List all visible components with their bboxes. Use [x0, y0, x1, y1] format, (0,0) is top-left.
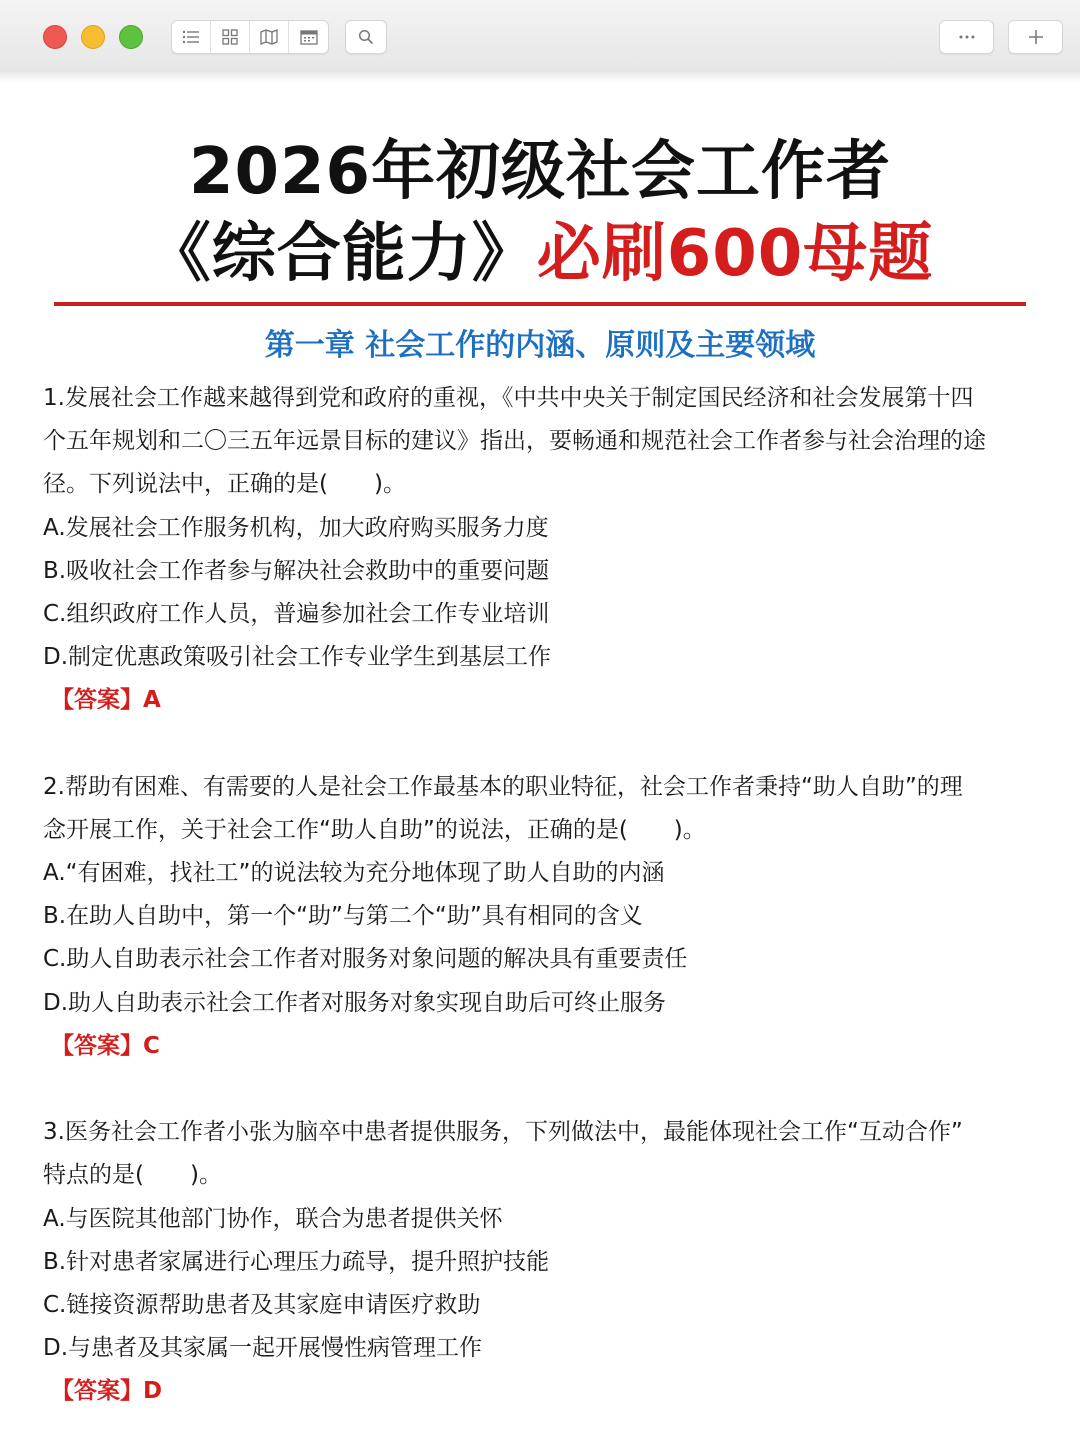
document-title-line1: 2026年初级社会工作者 [188, 135, 892, 209]
question-2 [43, 766, 1033, 1068]
option-b: B.针对患者家属进行心理压力疏导，提升照护技能 [43, 1248, 550, 1275]
question-spacer [43, 1068, 1033, 1111]
chapter-heading: 第一章 社会工作的内涵、原则及主要领域 [264, 328, 816, 363]
question-list [43, 377, 1033, 1414]
grid-view-button[interactable] [211, 21, 250, 53]
more-button[interactable] [940, 21, 993, 53]
list-icon [182, 30, 200, 44]
answer-label: 【答案】D [51, 1378, 163, 1405]
option-a: A.与医院其他部门协作，联合为患者提供关怀 [43, 1205, 503, 1232]
answer-label: 【答案】C [51, 1032, 160, 1059]
calendar-view-button[interactable] [289, 21, 328, 53]
option-a: A.发展社会工作服务机构，加大政府购买服务力度 [43, 514, 549, 541]
minimize-window-button[interactable] [81, 25, 105, 49]
option-a: A.“有困难，找社工”的说法较为充分地体现了助人自助的内涵 [43, 860, 665, 887]
question-stem-line: 特点的是( )。 [43, 1162, 222, 1189]
search-icon [358, 29, 374, 45]
add-icon [1028, 29, 1044, 45]
document-title-line2 [0, 217, 1080, 291]
title-highlight: 必刷600母题 [536, 217, 934, 291]
title-book-name: 《综合能力》 [146, 217, 537, 291]
list-view-button[interactable] [172, 21, 211, 53]
question-stem-line: 2.帮助有困难、有需要的人是社会工作最基本的职业特征，社会工作者秉持“助人自助”的理 [43, 773, 963, 800]
option-d: D.制定优惠政策吸引社会工作专业学生到基层工作 [43, 644, 552, 671]
question-stem-line: 1.发展社会工作越来越得到党和政府的重视，《中共中央关于制定国民经济和社会发展第十四 [43, 385, 974, 411]
search-button[interactable] [346, 21, 386, 53]
option-c: C.链接资源帮助患者及其家庭申请医疗救助 [43, 1291, 481, 1318]
option-b: B.在助人自助中，第一个“助”与第二个“助”具有相同的含义 [43, 903, 643, 930]
question-spacer [43, 723, 1033, 766]
option-b: B.吸收社会工作者参与解决社会救助中的重要问题 [43, 557, 550, 584]
question-1 [43, 377, 1033, 723]
calendar-icon [300, 29, 318, 45]
option-d: D.与患者及其家属一起开展慢性病管理工作 [43, 1335, 483, 1362]
add-toolbar [1008, 20, 1063, 54]
search-toolbar [345, 20, 387, 54]
more-toolbar [939, 20, 994, 54]
answer-label: 【答案】A [51, 687, 161, 714]
window-titlebar [0, 0, 1080, 73]
question-stem-line: 个五年规划和二〇三五年远景目标的建议》指出，要畅通和规范社会工作者参与社会治理的途 [43, 428, 986, 455]
add-button[interactable] [1009, 21, 1062, 53]
option-c: C.组织政府工作人员，普遍参加社会工作专业培训 [43, 600, 550, 627]
map-view-button[interactable] [250, 21, 289, 53]
question-3 [43, 1111, 1033, 1413]
titlebar-shadow [0, 72, 1080, 82]
map-icon [260, 29, 278, 45]
title-divider [54, 302, 1026, 306]
option-c: C.助人自助表示社会工作者对服务对象问题的解决具有重要责任 [43, 946, 688, 973]
question-stem-line: 径。下列说法中，正确的是( )。 [43, 471, 406, 498]
close-window-button[interactable] [43, 25, 67, 49]
more-icon [958, 35, 976, 39]
view-toolbar [171, 20, 329, 54]
question-stem-line: 念开展工作，关于社会工作“助人自助”的说法，正确的是( )。 [43, 816, 706, 843]
zoom-window-button[interactable] [119, 25, 143, 49]
option-d: D.助人自助表示社会工作者对服务对象实现自助后可终止服务 [43, 989, 667, 1016]
grid-icon [222, 29, 238, 45]
question-stem-line: 3.医务社会工作者小张为脑卒中患者提供服务，下列做法中，最能体现社会工作“互动合作” [43, 1119, 963, 1146]
